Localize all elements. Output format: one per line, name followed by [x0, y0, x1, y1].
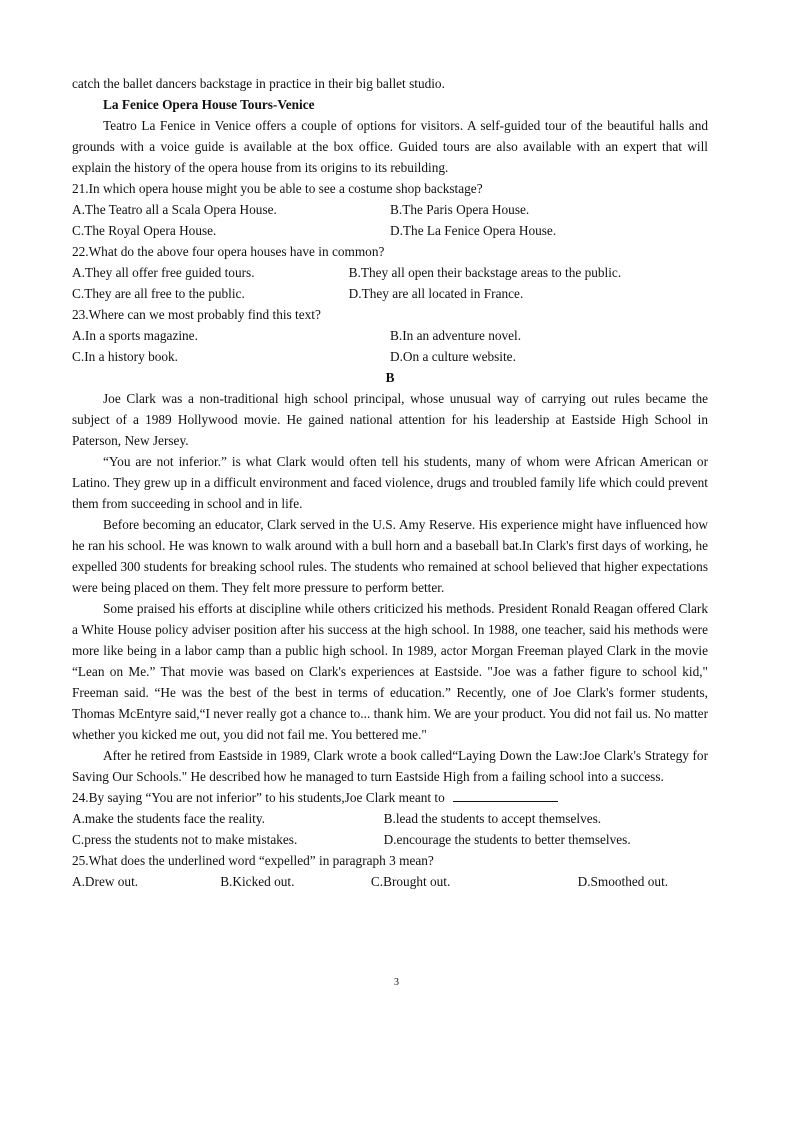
- passage-b-paragraph-2: “You are not inferior.” is what Clark would often tell his students, many of whom were African American or Latino. They grew up in a difficult environment and faced violence, drugs and troubled family life which could prevent them from succeeding in school and in life.: [72, 454, 708, 511]
- question-21: [72, 178, 708, 241]
- option-row: [72, 346, 708, 367]
- option-a: A.The Teatro all a Scala Opera House.: [72, 202, 277, 217]
- passage-b-paragraph-3: Before becoming an educator, Clark served in the U.S. Amy Reserve. His experience might have influenced how he ran his school. He was known to walk around with a bull horn and a baseball bat.In Clark's first days of working, he expelled 300 students for breaking school rules. The students who remained at school believed that higher expectations were being placed on them. They felt more pressure to perform better.: [72, 517, 708, 595]
- option-d: D.They are all located in France.: [348, 286, 524, 301]
- option-b: B.Kicked out.: [220, 874, 295, 889]
- option-b: B.lead the students to accept themselves.: [383, 811, 602, 826]
- venice-paragraph: Teatro La Fenice in Venice offers a couple of options for visitors. A self-guided tour of the beautiful halls and grounds with a voice guide is available at the box office. Guided tours are also available with an expert that will explain the history of the opera house from its origins to its rebuilding.: [72, 118, 708, 175]
- passage-b-paragraph-5: After he retired from Eastside in 1989, Clark wrote a book called“Laying Down the Law:Joe Clark's Strategy for Saving Our Schools." He described how he managed to turn Eastside High from a failing school into a success.: [72, 748, 708, 784]
- section-b-label: B: [385, 370, 395, 385]
- venice-heading: La Fenice Opera House Tours-Venice: [103, 97, 315, 112]
- option-b: B.The Paris Opera House.: [390, 202, 530, 217]
- option-c: C.In a history book.: [72, 349, 178, 364]
- answer-blank: [453, 787, 558, 802]
- option-row: [72, 262, 708, 283]
- option-a: A.Drew out.: [72, 874, 139, 889]
- option-b: B.In an adventure novel.: [390, 328, 522, 343]
- option-row: [72, 283, 708, 304]
- option-c: C.Brought out.: [370, 874, 451, 889]
- option-d: D.encourage the students to better themselves.: [383, 832, 631, 847]
- option-a: A.make the students face the reality.: [72, 811, 265, 826]
- question-stem: 22.What do the above four opera houses have in common?: [72, 244, 385, 259]
- page-number: 3: [394, 977, 399, 988]
- option-d: D.On a culture website.: [390, 349, 516, 364]
- question-stem-with-blank: [72, 787, 708, 808]
- option-d: D.The La Fenice Opera House.: [390, 223, 557, 238]
- passage-b-paragraph-4: Some praised his efforts at discipline while others criticized his methods. President Ronald Reagan offered Clark a White House policy adviser position after his success at the high school. In 1988, one teacher, said his methods were more like being in a labor camp than a public high school. In 1989, actor Morgan Freeman played Clark in the movie “Lean on Me.” That movie was based on Clark's experiences at Eastside. "Joe was a father figure to school kid," Freeman said. “He was the best of the best in terms of education.” Recently, one of Joe Clark's former students, Thomas McEntyre said,“I never really got a chance to... thank him. We are your product. You did not fail us. No matter whether you kicked me out, you did not fail me. You bettered me.": [72, 601, 708, 742]
- question-stem: 24.By saying “You are not inferior” to his students,Joe Clark meant to: [72, 790, 445, 805]
- option-c: C.They are all free to the public.: [72, 286, 245, 301]
- option-row: [72, 808, 708, 829]
- option-c: C.press the students not to make mistakes.: [72, 832, 298, 847]
- option-row: [72, 325, 708, 346]
- option-row: [72, 199, 708, 220]
- question-stem: 23.Where can we most probably find this text?: [72, 307, 321, 322]
- question-24: [72, 787, 708, 850]
- option-row: [72, 871, 708, 892]
- question-22: [72, 241, 708, 304]
- question-stem: 25.What does the underlined word “expelled” in paragraph 3 mean?: [72, 853, 434, 868]
- option-a: A.They all offer free guided tours.: [72, 265, 255, 280]
- option-row: [72, 220, 708, 241]
- question-25: [72, 850, 708, 892]
- option-row: [72, 829, 708, 850]
- passage-b-paragraph-1: Joe Clark was a non-traditional high school principal, whose unusual way of carrying out rules became the subject of a 1989 Hollywood movie. He gained national attention for his leadership at Eastside High School in Paterson, New Jersey.: [72, 391, 708, 448]
- exam-page: [72, 73, 708, 892]
- option-a: A.In a sports magazine.: [72, 328, 198, 343]
- question-stem: 21.In which opera house might you be able to see a costume shop backstage?: [72, 181, 483, 196]
- option-c: C.The Royal Opera House.: [72, 223, 217, 238]
- question-23: [72, 304, 708, 367]
- option-b: B.They all open their backstage areas to the public.: [348, 265, 622, 280]
- passage-a-continuation: catch the ballet dancers backstage in practice in their big ballet studio.: [72, 76, 445, 91]
- option-d: D.Smoothed out.: [577, 874, 669, 889]
